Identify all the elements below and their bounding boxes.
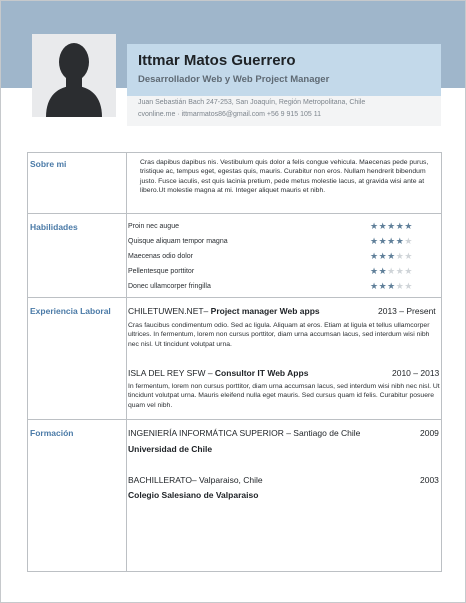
education-entry-2-degree: BACHILLERATO– Valparaiso, Chile — [128, 475, 263, 485]
name-header — [127, 44, 441, 96]
star-icon: ★ — [370, 281, 379, 291]
skill-rating-stars — [370, 236, 413, 247]
star-icon: ★ — [378, 281, 388, 291]
skill-name: Quisque aliquam tempor magna — [128, 238, 228, 245]
experience-entry-2-dates: 2010 – 2013 — [392, 368, 440, 378]
skill-row — [128, 223, 428, 235]
star-icon: ★ — [370, 236, 379, 246]
star-icon: ★ — [395, 266, 405, 276]
person-silhouette-icon — [32, 34, 116, 117]
star-icon: ★ — [387, 266, 396, 276]
education-entry-2-institution: Colegio Salesiano de Valparaiso — [128, 490, 259, 500]
star-icon: ★ — [370, 221, 379, 231]
section-divider — [28, 297, 441, 298]
education-entry-1-degree: INGENIERÍA INFORMÁTICA SUPERIOR – Santiago de Chile — [128, 428, 361, 438]
skill-name: Proin nec augue — [128, 223, 179, 230]
skill-rating-stars — [370, 281, 413, 292]
education-entry-1-year: 2009 — [420, 428, 439, 438]
resume-body-table — [27, 152, 442, 572]
about-text: Cras dapibus dapibus nis. Vestibulum quis dolor a felis congue vehicula. Maecenas pede purus, tristique ac, tempus eget, egestas quis, mauris. Curabitur non eros. Nullam hendrerit bibendum justo. Fusce iaculis, est quis lacinia pretium, pede metus molestie lacus, at gravida wisi ante at libero.Ut molestie magna at mi. Integer aliquet mauris et nibh. — [140, 159, 429, 194]
star-icon: ★ — [395, 251, 405, 261]
star-icon: ★ — [370, 251, 379, 261]
experience-entry-1-text: Cras faucibus condimentum odio. Sed ac ligula. Aliquam at eros. Etiam at ligula et tellus ullamcorper ultrices. In fermentum, lorem non cursus porttitor, diam urna accumsan lacus, sed interdum wisi nibh nec nisl. Ut tincidunt volutpat urna. — [128, 322, 430, 348]
star-icon: ★ — [378, 251, 388, 261]
skill-rating-stars — [370, 251, 413, 262]
star-icon: ★ — [395, 281, 405, 291]
experience-entry-2-heading — [128, 368, 308, 378]
skill-row — [128, 283, 428, 295]
star-icon: ★ — [387, 281, 396, 291]
profile-photo-avatar — [32, 34, 116, 117]
section-title-education: Formación — [30, 428, 74, 438]
skill-row — [128, 253, 428, 265]
star-icon: ★ — [387, 251, 396, 261]
star-icon: ★ — [387, 236, 396, 246]
section-title-experience: Experiencia Laboral — [30, 306, 111, 316]
section-divider — [28, 419, 441, 420]
person-name: Ittmar Matos Guerrero — [138, 52, 296, 69]
section-divider — [28, 213, 441, 214]
company-name: CHILETUWEN.NET– — [128, 306, 211, 316]
star-icon: ★ — [378, 221, 388, 231]
contact-text: cvonline.me · ittmarmatos86@gmail.com +56 9 915 105 11 — [138, 111, 322, 118]
star-icon: ★ — [404, 236, 413, 246]
star-icon: ★ — [404, 251, 413, 261]
skill-name: Maecenas odio dolor — [128, 253, 193, 260]
skill-row — [128, 238, 428, 250]
experience-entry-1-dates: 2013 – Present — [378, 306, 436, 316]
education-entry-2-year: 2003 — [420, 475, 439, 485]
column-divider — [126, 153, 127, 571]
position-title: Project manager Web apps — [210, 306, 320, 316]
skill-rating-stars — [370, 266, 413, 277]
section-title-about: Sobre mi — [30, 159, 67, 169]
star-icon: ★ — [395, 236, 405, 246]
experience-entry-1-heading — [128, 306, 320, 316]
education-entry-1-institution: Universidad de Chile — [128, 444, 213, 454]
position-title: Consultor IT Web Apps — [214, 368, 309, 378]
star-icon: ★ — [404, 281, 413, 291]
star-icon: ★ — [378, 266, 388, 276]
skill-row — [128, 268, 428, 280]
experience-entry-2-text: In fermentum, lorem non cursus porttitor, diam urna accumsan lacus, sed interdum wisi nibh nec nisl. Ut tincidunt volutpat urna. Mauris eleifend nulla eget mauris. Sed cursus quam id felis. Curabitur posuere quam vel nibh. — [128, 383, 440, 409]
skill-rating-stars — [370, 221, 413, 232]
address-text: Juan Sebastián Bach 247-253, San Joaquín, Región Metropolitana, Chile — [138, 99, 366, 106]
skill-name: Pellentesque porttitor — [128, 268, 195, 275]
star-icon: ★ — [395, 221, 405, 231]
job-title: Desarrollador Web y Web Project Manager — [138, 74, 330, 85]
star-icon: ★ — [404, 221, 413, 231]
contact-info — [127, 96, 441, 126]
company-name: ISLA DEL REY SFW – — [128, 368, 215, 378]
star-icon: ★ — [404, 266, 413, 276]
skill-name: Donec ullamcorper fringilla — [128, 283, 211, 290]
star-icon: ★ — [370, 266, 379, 276]
section-title-skills: Habilidades — [30, 222, 78, 232]
star-icon: ★ — [387, 221, 396, 231]
star-icon: ★ — [378, 236, 388, 246]
